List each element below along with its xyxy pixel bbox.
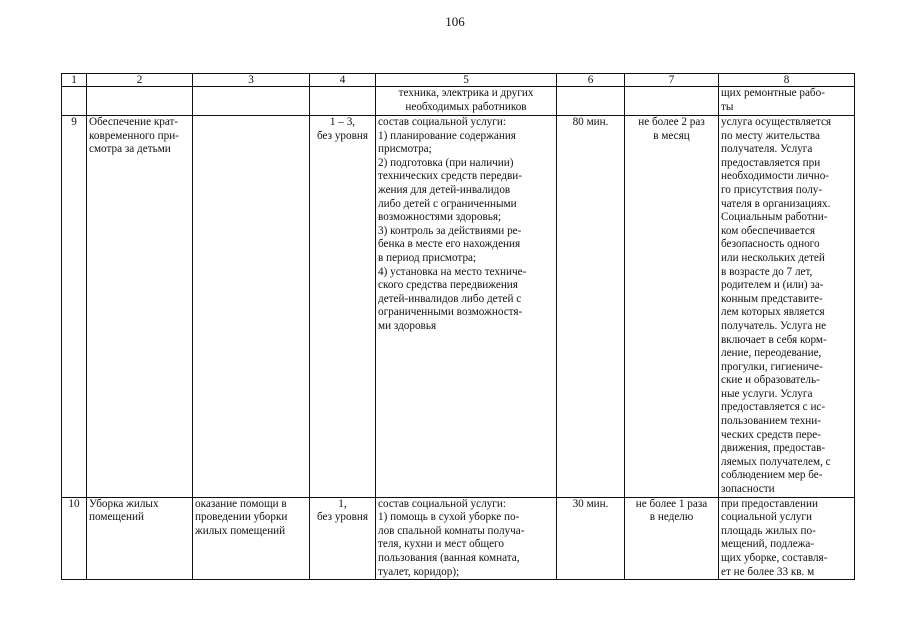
cell-text-line: пользованием техни- (721, 415, 821, 428)
cell-text-line: лем которых является (721, 306, 825, 319)
page-number: 106 (445, 14, 465, 29)
column-number: 2 (87, 74, 193, 87)
cell-text-line: ные услуги. Услуга (721, 387, 813, 400)
service-name (87, 497, 193, 580)
cell-text-line: ет не более 33 кв. м (721, 565, 815, 578)
cell-text-line: площадь жилых по- (721, 524, 816, 537)
cell-text-line: Уборка жилых (89, 497, 159, 510)
row-number: 9 (62, 116, 87, 498)
cell-text-line: теля, кухни и мест общего (378, 538, 504, 551)
service-description (193, 87, 310, 116)
column-number: 3 (193, 74, 310, 87)
cell-text-line: соблюдением мер бе- (721, 469, 823, 482)
service-conditions (719, 116, 855, 498)
cell-text-line: чателя в организациях. (721, 197, 831, 210)
service-name (87, 87, 193, 116)
cell-text-line: без уровня (316, 129, 369, 142)
cell-text-line: возможностями здоровья; (378, 211, 502, 224)
service-volume (310, 497, 376, 580)
row-number: 10 (62, 497, 87, 580)
table-row (62, 497, 855, 580)
cell-text-line: ты (721, 100, 734, 113)
cell-text-line: включает в себя корм- (721, 333, 827, 346)
cell-text-line: ограниченными возможностя- (378, 306, 523, 319)
column-number: 4 (310, 74, 376, 87)
cell-text-line: 4) установка на место техниче- (378, 265, 527, 278)
service-content (376, 87, 557, 116)
service-conditions (719, 87, 855, 116)
cell-text-line: предоставляется при (721, 156, 821, 169)
cell-text-line: оказание помощи в (195, 497, 287, 510)
cell-text-line: технических средств передви- (378, 170, 522, 183)
cell-text-line: жилых помещений (195, 524, 286, 537)
table-row (62, 116, 855, 498)
service-frequency (625, 116, 719, 498)
cell-text-line: смотра за детьми (89, 143, 171, 156)
column-number: 5 (376, 74, 557, 87)
service-time (557, 116, 625, 498)
cell-text-line: либо детей с ограниченными (378, 197, 517, 210)
row-number (62, 87, 87, 116)
column-number: 7 (625, 74, 719, 87)
cell-text-line: Социальным работни- (721, 211, 828, 224)
cell-text-line: услуга осуществляется (721, 116, 832, 128)
cell-text-line: туалет, коридор); (378, 565, 460, 578)
cell-text-line: ми здоровья (378, 319, 437, 332)
cell-text-line: движения, предостав- (721, 442, 826, 455)
cell-text-line: не более 1 раза (635, 497, 708, 510)
cell-text-line: 2) подготовка (при наличии) (378, 156, 514, 169)
cell-text-line: по месту жительства (721, 129, 821, 142)
service-conditions (719, 497, 855, 580)
cell-text-line: в неделю (649, 511, 694, 524)
cell-text-line: без уровня (316, 511, 369, 524)
cell-text-line: ком обеспечивается (721, 224, 815, 237)
cell-text-line: бенка в месте его нахождения (378, 238, 521, 251)
cell-text-line: проведении уборки (195, 511, 288, 524)
column-number: 1 (62, 74, 87, 87)
cell-text-line: прогулки, гигиениче- (721, 360, 823, 373)
column-number-row (62, 74, 855, 87)
cell-text-line: присмотра; (378, 143, 432, 156)
table-row (62, 87, 855, 116)
service-volume (310, 116, 376, 498)
cell-text-line: 1 – 3, (329, 116, 356, 128)
cell-text-line: не более 2 раз (638, 116, 705, 128)
cell-text-line: в возрасте до 7 лет, (721, 265, 813, 278)
cell-text-line: ление, переодевание, (721, 347, 822, 360)
cell-text-line: Обеспечение крат- (89, 116, 179, 128)
cell-text-line: 80 мин. (572, 116, 609, 128)
column-number: 6 (557, 74, 625, 87)
cell-text-line: родителем и (или) за- (721, 279, 824, 292)
cell-text-line: ковременного при- (89, 129, 179, 142)
cell-text-line: состав социальной услуги: (378, 497, 506, 510)
cell-text-line: безопасность одного (721, 238, 820, 251)
cell-text-line: ского средства передвижения (378, 279, 518, 292)
cell-text-line: необходимости лично- (721, 170, 830, 183)
service-volume (310, 87, 376, 116)
service-name (87, 116, 193, 498)
service-frequency (625, 497, 719, 580)
cell-text-line: 1) помощь в сухой уборке по- (378, 511, 520, 524)
service-description (193, 116, 310, 498)
services-table (61, 73, 855, 580)
cell-text-line: жения для детей-инвалидов (378, 183, 511, 196)
cell-text-line: в месяц (653, 129, 690, 142)
cell-text-line: лов спальной комнаты получа- (378, 524, 525, 537)
cell-text-line: го присутствия полу- (721, 183, 823, 196)
cell-text-line: конным представите- (721, 292, 823, 305)
cell-text-line: получателя. Услуга (721, 143, 813, 156)
cell-text-line: помещений (89, 511, 144, 524)
cell-text-line: ляемых получателем, с (721, 455, 831, 468)
cell-text-line: техника, электрика и других (398, 87, 534, 99)
cell-text-line: или нескольких детей (721, 251, 825, 264)
cell-text-line: 3) контроль за действиями ре- (378, 224, 522, 237)
cell-text-line: получатель. Услуга не (721, 319, 827, 332)
cell-text-line: ские и образователь- (721, 374, 820, 387)
cell-text-line: пользования (ванная комната, (378, 552, 520, 564)
cell-text-line: в период присмотра; (378, 251, 477, 264)
cell-text-line: щих ремонтные рабо- (721, 87, 825, 99)
service-content (376, 497, 557, 580)
service-description (193, 497, 310, 580)
cell-text-line: состав социальной услуги: (378, 116, 506, 128)
service-frequency (625, 87, 719, 116)
service-content (376, 116, 557, 498)
cell-text-line: 1, (338, 497, 347, 510)
cell-text-line: предоставляется с ис- (721, 401, 826, 414)
column-number: 8 (719, 74, 855, 87)
cell-text-line: щих уборке, составля- (721, 552, 828, 564)
cell-text-line: при предоставлении (721, 497, 818, 510)
cell-text-line: детей-инвалидов либо детей с (378, 292, 522, 305)
service-time (557, 497, 625, 580)
cell-text-line: социальной услуги (721, 511, 812, 524)
cell-text-line: 1) планирование содержания (378, 129, 516, 142)
cell-text-line: мещений, подлежа- (721, 538, 815, 551)
service-time (557, 87, 625, 116)
cell-text-line: ческих средств пере- (721, 428, 821, 441)
cell-text-line: необходимых работников (405, 100, 527, 113)
cell-text-line: 30 мин. (572, 497, 609, 510)
cell-text-line: зопасности (721, 483, 775, 496)
